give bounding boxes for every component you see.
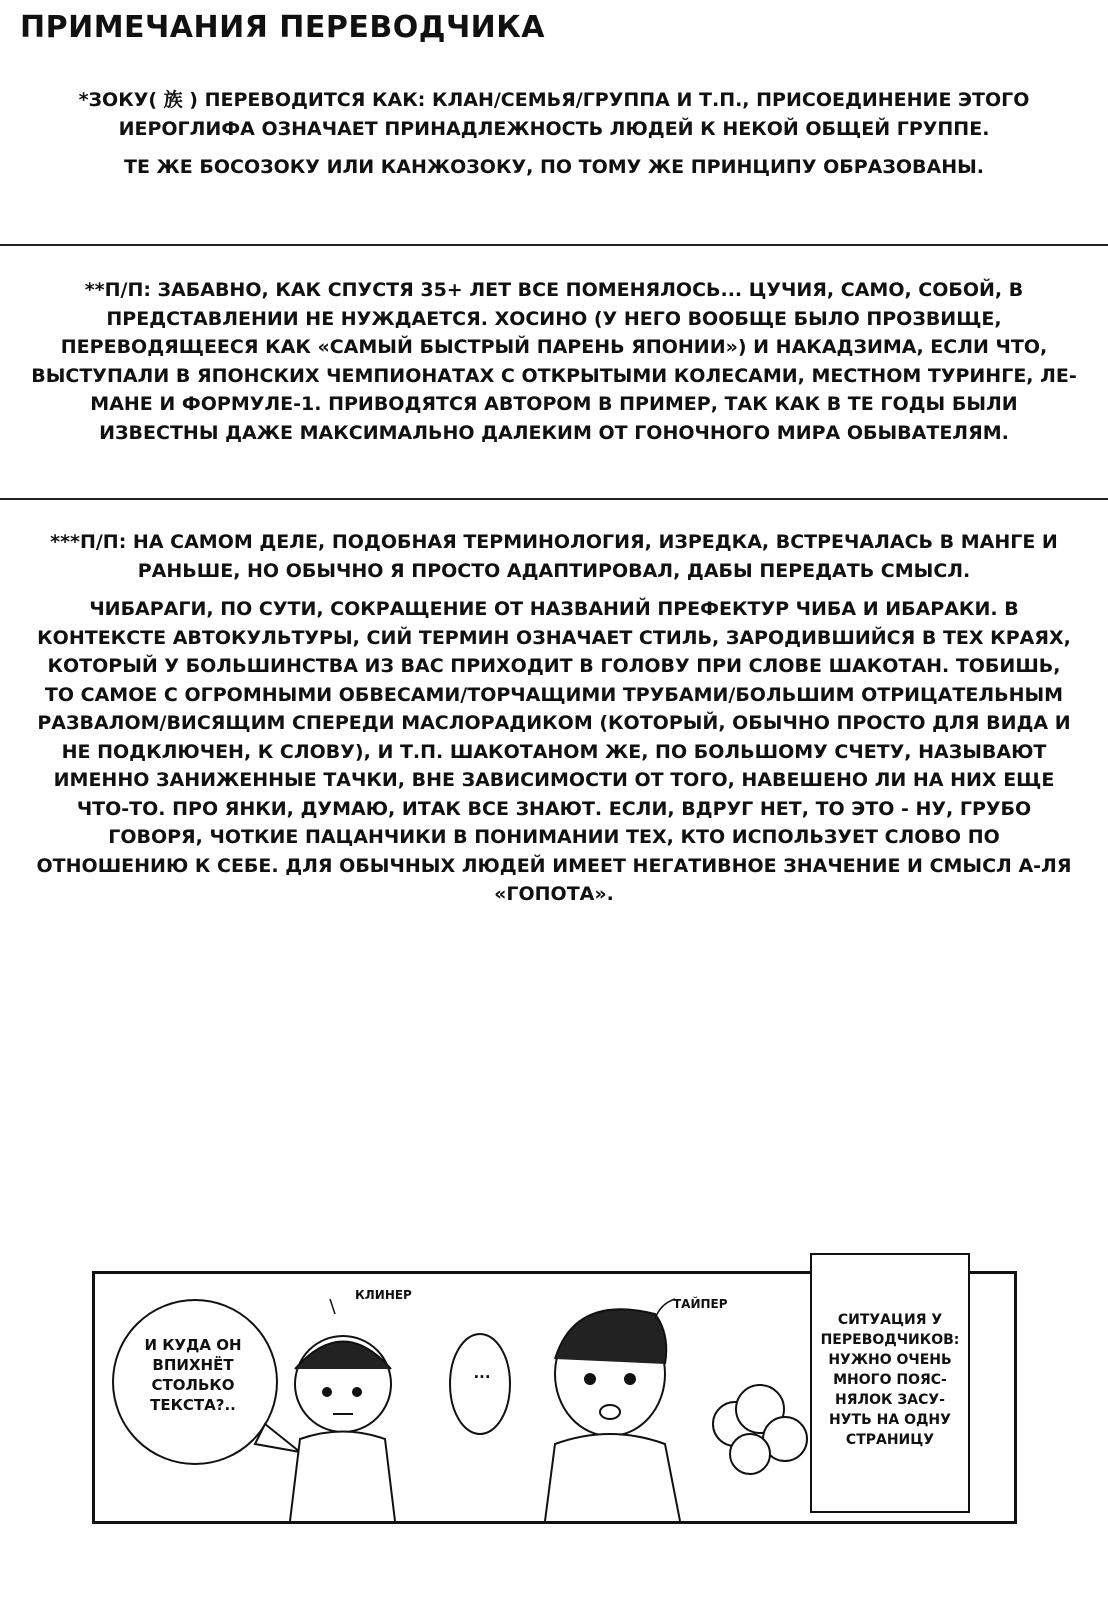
page-title: ПРИМЕЧАНИЯ ПЕРЕВОДЧИКА — [20, 10, 546, 45]
cleaner-character — [290, 1336, 395, 1521]
label-typer: ТАЙПЕР — [673, 1297, 728, 1311]
note-2-paragraph-1: **П/П: ЗАБАВНО, КАК СПУСТЯ 35+ ЛЕТ ВСЕ ПОМЕНЯЛОСЬ... ЦУЧИЯ, САМО, СОБОЙ, В ПРЕДСТАВЛЕНИИ НЕ НУЖДАЕТСЯ. ХОСИНО (У НЕГО ВООБЩЕ БЫЛО ПРОЗВИЩЕ, ПЕРЕВОДЯЩЕЕСЯ КАК «САМЫЙ БЫСТРЫЙ ПАРЕНЬ ЯПОНИИ») И НАКАДЗИМА, ЕСЛИ ЧТО, ВЫСТУПАЛИ В ЯПОНСКИХ ЧЕМПИОНАТАХ С ОТКРЫТЫМИ КОЛЕСАМИ, МЕСТНОМ ТУРИНГЕ, ЛЕ-МАНЕ И ФОРМУЛЕ-1. ПРИВОДЯТСЯ АВТОРОМ В ПРИМЕР, ТАК КАК В ТЕ ГОДЫ БЫЛИ ИЗВЕСТНЫ ДАЖЕ МАКСИМАЛЬНО ДАЛЕКИМ ОТ ГОНОЧНОГО МИРА ОБЫВАТЕЛЯМ. — [31, 279, 1077, 444]
section-divider-1 — [0, 244, 1108, 246]
pointer-cleaner — [330, 1299, 335, 1314]
note-1-paragraph-2: ТЕ ЖЕ БОСОЗОКУ ИЛИ КАНЖОЗОКУ, ПО ТОМУ ЖЕ ПРИНЦИПУ ОБРАЗОВАНЫ. — [123, 156, 985, 178]
bubble-left-text: И КУДА ОН ВПИХНЁТ СТОЛЬКО ТЕКСТА?.. — [144, 1336, 242, 1414]
caption-text: СИТУАЦИЯ У ПЕРЕВОДЧИКОВ: НУЖНО ОЧЕНЬ МНОГО ПОЯС-НЯЛОК ЗАСУ-НУТЬ НА ОДНУ СТРАНИЦУ — [820, 1312, 960, 1448]
bubble-dots-text: ... — [473, 1364, 491, 1382]
speech-bubble-dots — [450, 1334, 510, 1434]
pointer-typer — [655, 1299, 675, 1319]
translator-note-1 — [30, 86, 1078, 192]
note-3-paragraph-1: ***П/П: НА САМОМ ДЕЛЕ, ПОДОБНАЯ ТЕРМИНОЛОГИЯ, ИЗРЕДКА, ВСТРЕЧАЛАСЬ В МАНГЕ И РАНЬШЕ, НО ОБЫЧНО Я ПРОСТО АДАПТИРОВАЛ, ДАБЫ ПЕРЕДАТЬ СМЫСЛ. — [50, 531, 1058, 582]
typer-character — [545, 1309, 680, 1521]
translator-note-3 — [30, 528, 1078, 919]
translator-note-2 — [30, 276, 1078, 457]
note-3-paragraph-2: ЧИБАРАГИ, ПО СУТИ, СОКРАЩЕНИЕ ОТ НАЗВАНИЙ ПРЕФЕКТУР ЧИБА И ИБАРАКИ. В КОНТЕКСТЕ АВТОКУЛЬТУРЫ, СИЙ ТЕРМИН ОЗНАЧАЕТ СТИЛЬ, ЗАРОДИВШИЙСЯ В ТЕХ КРАЯХ, КОТОРЫЙ У БОЛЬШИНСТВА ИЗ ВАС ПРИХОДИТ В ГОЛОВУ ПРИ СЛОВЕ ШАКОТАН. ТОБИШЬ, ТО САМОЕ С ОГРОМНЫМИ ОБВЕСАМИ/ТОРЧАЩИМИ ТРУБАМИ/БОЛЬШИМ ОТРИЦАТЕЛЬНЫМ РАЗВАЛОМ/ВИСЯЩИМ СПЕРЕДИ МАСЛОРАДИКОМ (КОТОРЫЙ, ОБЫЧНО ПРОСТО ДЛЯ ВИДА И НЕ ПОДКЛЮЧЕН, К СЛОВУ), И Т.П. ШАКОТАНОМ ЖЕ, ПО БОЛЬШОМУ СЧЕТУ, НАЗЫВАЮТ ИМЕННО ЗАНИЖЕННЫЕ ТАЧКИ, ВНЕ ЗАВИСИМОСТИ ОТ ТОГО, НАВЕШЕНО ЛИ НА НИХ ЕЩЕ ЧТО-ТО. ПРО ЯНКИ, ДУМАЮ, ИТАК ВСЕ ЗНАЮТ. ЕСЛИ, ВДРУГ НЕТ, ТО ЭТО - НУ, ГРУБО ГОВОРЯ, ЧОТКИЕ ПАЦАНЧИКИ В ПОНИМАНИИ ТЕХ, КТО ИСПОЛЬЗУЕТ СЛОВО ПО ОТНОШЕНИЮ К СЕБЕ. ДЛЯ ОБЫЧНЫХ ЛЮДЕЙ ИМЕЕТ НЕГАТИВНОЕ ЗНАЧЕНИЕ И СМЫСЛ А-ЛЯ «ГОПОТА». — [36, 598, 1072, 905]
section-divider-2 — [0, 498, 1108, 500]
label-cleaner: КЛИНЕР — [355, 1288, 412, 1302]
smoke-puff — [713, 1385, 807, 1474]
note-1-paragraph-1: *ЗОКУ( 族 ) ПЕРЕВОДИТСЯ КАК: КЛАН/СЕМЬЯ/ГРУППА И Т.П., ПРИСОЕДИНЕНИЕ ЭТОГО ИЕРОГЛИФА ОЗНАЧАЕТ ПРИНАДЛЕЖНОСТЬ ЛЮДЕЙ К НЕКОЙ ОБЩЕЙ ГРУППЕ. — [78, 89, 1030, 140]
